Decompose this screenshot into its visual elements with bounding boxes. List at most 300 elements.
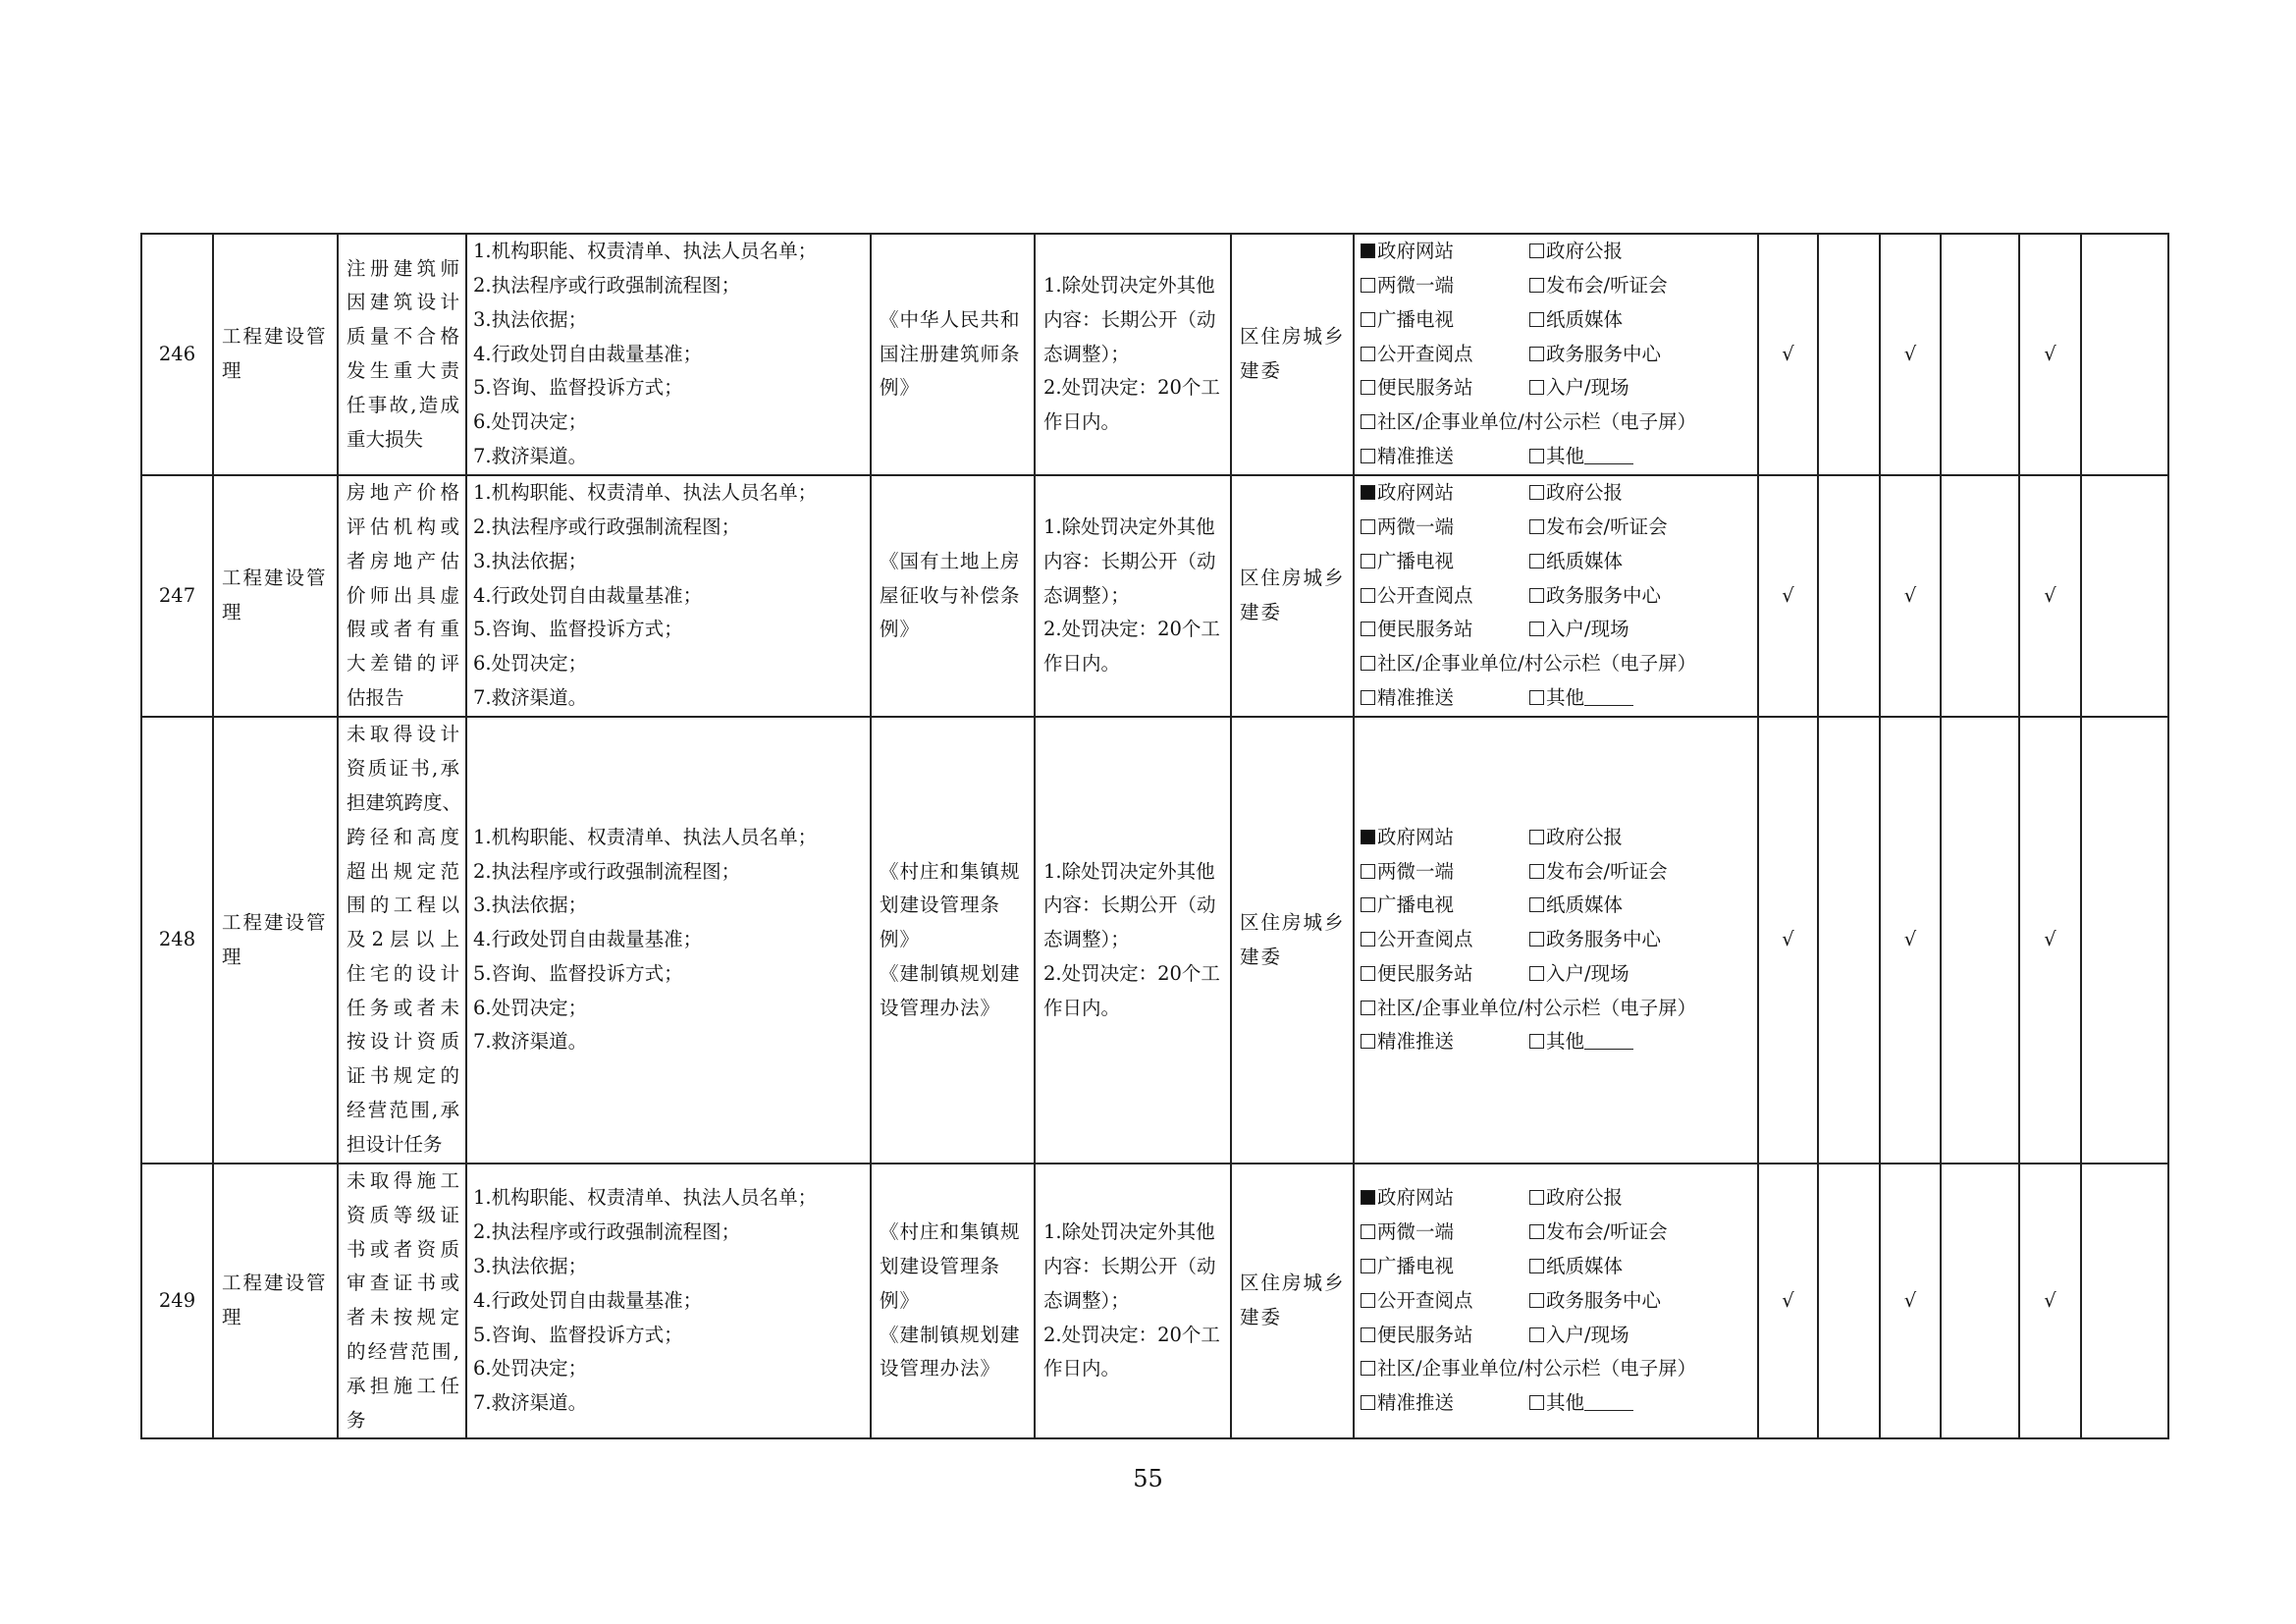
checkbox-icon[interactable] <box>1529 1259 1544 1273</box>
check-mark: √ <box>1880 234 1941 475</box>
checkbox-icon[interactable] <box>1361 932 1375 947</box>
channel-option[interactable] <box>1361 1255 1454 1277</box>
checkbox-icon[interactable] <box>1361 278 1375 293</box>
content-line: 4.行政处罚自由裁量基准； <box>473 1288 703 1312</box>
checkbox-icon[interactable] <box>1529 1293 1544 1308</box>
channel-option[interactable] <box>1361 647 1696 681</box>
checkbox-icon[interactable] <box>1361 588 1375 603</box>
channel-label: 发布会/听证会 <box>1546 859 1668 883</box>
item-line: 超出规定范 <box>347 859 459 883</box>
channel-col <box>1361 269 1529 303</box>
channel-pair <box>1361 1319 1753 1353</box>
time-line: 1.除处罚决定外其他 <box>1043 1220 1215 1244</box>
channel-option[interactable] <box>1361 928 1473 950</box>
category-cell: 工程建设管理 <box>213 717 338 1164</box>
checkbox-icon[interactable] <box>1529 864 1544 879</box>
channel-option[interactable] <box>1361 240 1454 262</box>
channel-label: 政务服务中心 <box>1546 342 1662 365</box>
subject-line: 建委 <box>1240 601 1283 623</box>
channel-option[interactable] <box>1529 584 1661 607</box>
checkbox-icon[interactable] <box>1361 1224 1375 1239</box>
item-line: 价师出具虚 <box>347 583 459 607</box>
time-line: 态调整）； <box>1043 583 1130 607</box>
channel-col <box>1361 545 1529 579</box>
channel-option[interactable] <box>1529 826 1623 848</box>
channel-pair <box>1361 681 1753 716</box>
subject-line: 建委 <box>1240 1306 1283 1329</box>
content-line: 7.救济渠道。 <box>473 1030 588 1054</box>
content-line: 1.机构职能、权责清单、执法人员名单； <box>473 825 818 848</box>
checkbox-icon[interactable] <box>1529 588 1544 603</box>
subject-line: 区住房城乡 <box>1240 1272 1346 1295</box>
channel-option[interactable] <box>1361 1289 1473 1312</box>
channel-label: 精准推送 <box>1377 1030 1455 1054</box>
content-cell <box>466 234 871 475</box>
fill-in-blank <box>1584 446 1633 464</box>
empty-cell <box>2081 1164 2168 1438</box>
channel-option[interactable] <box>1529 893 1623 916</box>
item-line: 者房地产估 <box>347 549 459 572</box>
channel-label: 纸质媒体 <box>1546 549 1624 572</box>
item-line: 房地产价格 <box>347 481 459 505</box>
basis-line: 《建制镇规划建 <box>880 961 1021 985</box>
checkbox-icon[interactable] <box>1529 554 1544 568</box>
subject-line: 建委 <box>1240 359 1283 382</box>
checkbox-icon[interactable] <box>1361 1034 1375 1049</box>
channel-col <box>1529 1181 1623 1216</box>
checkbox-icon[interactable] <box>1361 519 1375 534</box>
channel-col <box>1361 1319 1529 1353</box>
checkbox-icon[interactable] <box>1361 347 1375 361</box>
content-line: 6.处罚决定； <box>473 652 588 676</box>
channel-col <box>1529 681 1633 716</box>
item-line: 及2层以上 <box>347 928 459 951</box>
item-line: 评估机构或 <box>347 515 459 538</box>
content-line: 4.行政处罚自由裁量基准； <box>473 583 703 607</box>
channel-option[interactable] <box>1529 515 1668 538</box>
channel-col <box>1361 1250 1529 1284</box>
channel-option[interactable] <box>1529 308 1623 331</box>
checkbox-icon[interactable] <box>1529 244 1544 258</box>
basis-line: 《建制镇规划建 <box>880 1323 1021 1346</box>
channel-option[interactable] <box>1361 515 1454 538</box>
channel-col <box>1529 1250 1623 1284</box>
channel-option[interactable] <box>1361 550 1454 572</box>
empty-cell <box>1818 234 1880 475</box>
channel-option[interactable] <box>1361 1324 1473 1346</box>
channel-option[interactable] <box>1361 274 1454 297</box>
basis-line: 例》 <box>880 618 921 641</box>
table-row <box>141 234 2168 475</box>
item-line: 注册建筑师 <box>347 256 459 280</box>
checkbox-icon[interactable] <box>1361 1327 1375 1342</box>
channel-col <box>1529 855 1668 890</box>
channel-col <box>1529 1025 1633 1059</box>
content-line: 6.处罚决定； <box>473 410 588 434</box>
checkbox-icon[interactable] <box>1361 1259 1375 1273</box>
checkbox-icon[interactable] <box>1361 966 1375 981</box>
channel-option[interactable] <box>1361 376 1473 399</box>
checkbox-icon[interactable] <box>1529 1224 1544 1239</box>
time-line: 内容：长期公开（动 <box>1043 549 1216 572</box>
table-row <box>141 1164 2168 1438</box>
channel-option[interactable] <box>1529 686 1633 709</box>
channel-pair <box>1361 235 1753 269</box>
time-cell <box>1035 475 1231 717</box>
channel-col <box>1361 303 1529 338</box>
checkbox-icon[interactable] <box>1529 932 1544 947</box>
subject-line: 建委 <box>1240 945 1283 968</box>
item-line: 证书规定的 <box>347 1064 459 1088</box>
channel-pair <box>1361 338 1753 372</box>
channel-pair <box>1361 1181 1753 1216</box>
empty-cell <box>1818 1164 1880 1438</box>
item-line: 务 <box>347 1408 366 1432</box>
checkbox-icon[interactable] <box>1361 312 1375 327</box>
time-line: 内容：长期公开（动 <box>1043 893 1216 917</box>
content-line: 3.执法依据； <box>473 893 588 917</box>
item-line: 审查证书或 <box>347 1272 459 1295</box>
channel-option[interactable] <box>1361 1030 1454 1053</box>
item-line: 质量不合格 <box>347 325 459 349</box>
checkbox-icon[interactable] <box>1361 380 1375 395</box>
checkbox-icon[interactable] <box>1529 1190 1544 1205</box>
channel-option[interactable] <box>1361 962 1473 985</box>
channels-cell <box>1354 234 1758 475</box>
channel-option[interactable] <box>1529 550 1623 572</box>
item-line: 的经营范围, <box>347 1339 459 1363</box>
checkbox-icon[interactable] <box>1529 347 1544 361</box>
channel-pair <box>1361 579 1753 614</box>
time-line: 态调整）； <box>1043 342 1130 365</box>
check-mark: √ <box>1880 475 1941 717</box>
channel-option[interactable] <box>1529 1324 1629 1346</box>
checked-box-icon[interactable] <box>1361 830 1375 844</box>
basis-cell <box>871 1164 1035 1438</box>
channel-col <box>1529 889 1623 923</box>
channel-label: 入户/现场 <box>1546 618 1629 641</box>
channel-col <box>1529 1216 1668 1250</box>
item-cell <box>338 717 466 1164</box>
channel-option[interactable] <box>1361 893 1454 916</box>
channel-option[interactable] <box>1529 1255 1623 1277</box>
channel-label: 便民服务站 <box>1377 376 1473 400</box>
channel-label: 纸质媒体 <box>1546 893 1624 917</box>
checkbox-icon[interactable] <box>1361 656 1375 671</box>
checkbox-icon[interactable] <box>1529 622 1544 636</box>
content-line: 1.机构职能、权责清单、执法人员名单； <box>473 240 818 263</box>
checkbox-icon[interactable] <box>1529 519 1544 534</box>
channel-label: 两微一端 <box>1377 274 1455 297</box>
channel-col <box>1529 476 1623 511</box>
check-mark: √ <box>2019 1164 2081 1438</box>
subject-line: 区住房城乡 <box>1240 567 1346 590</box>
time-line: 1.除处罚决定外其他 <box>1043 859 1215 883</box>
checkbox-icon[interactable] <box>1529 830 1544 844</box>
empty-cell <box>2081 234 2168 475</box>
channel-pair <box>1361 476 1753 511</box>
row-number: 247 <box>141 475 213 717</box>
item-line: 资质等级证 <box>347 1203 459 1226</box>
item-line: 担设计任务 <box>347 1132 443 1156</box>
channel-label: 政府公报 <box>1546 1186 1624 1210</box>
item-line: 未取得设计 <box>347 723 459 746</box>
channel-option[interactable] <box>1529 962 1629 985</box>
checkbox-icon[interactable] <box>1529 966 1544 981</box>
channel-pair <box>1361 303 1753 338</box>
checkbox-icon[interactable] <box>1361 1293 1375 1308</box>
channel-option[interactable] <box>1361 860 1454 883</box>
channel-option[interactable] <box>1529 618 1629 640</box>
channel-option[interactable] <box>1361 992 1696 1026</box>
channel-option[interactable] <box>1529 274 1668 297</box>
channel-col <box>1361 1025 1529 1059</box>
channel-option[interactable] <box>1361 584 1473 607</box>
channel-option[interactable] <box>1361 445 1454 467</box>
channel-option[interactable] <box>1529 1186 1623 1209</box>
empty-cell <box>1818 475 1880 717</box>
channel-label: 广播电视 <box>1377 1254 1455 1277</box>
checkbox-icon[interactable] <box>1529 449 1544 463</box>
time-cell <box>1035 1164 1231 1438</box>
channel-col <box>1361 235 1529 269</box>
checked-box-icon[interactable] <box>1361 1190 1375 1205</box>
channel-col <box>1529 303 1623 338</box>
item-line: 未取得施工 <box>347 1169 459 1192</box>
channel-label: 便民服务站 <box>1377 1323 1473 1346</box>
channel-option[interactable] <box>1529 860 1668 883</box>
content-line: 4.行政处罚自由裁量基准； <box>473 342 703 365</box>
channel-label: 便民服务站 <box>1377 618 1473 641</box>
checkbox-icon[interactable] <box>1529 897 1544 912</box>
channel-option[interactable] <box>1361 686 1454 709</box>
channel-pair <box>1361 1250 1753 1284</box>
item-cell <box>338 475 466 717</box>
check-mark: √ <box>2019 234 2081 475</box>
channel-option[interactable] <box>1361 826 1454 848</box>
channel-pair <box>1361 440 1753 474</box>
time-line: 1.除处罚决定外其他 <box>1043 515 1215 538</box>
channel-pair <box>1361 511 1753 545</box>
basis-line: 划建设管理条 <box>880 1254 1001 1277</box>
channel-option[interactable] <box>1529 376 1629 399</box>
empty-cell <box>1941 1164 2019 1438</box>
time-line: 2.处罚决定：20个工 <box>1043 961 1220 985</box>
channel-option[interactable] <box>1529 928 1661 950</box>
checkbox-icon[interactable] <box>1361 690 1375 705</box>
content-cell <box>466 1164 871 1438</box>
row-number: 249 <box>141 1164 213 1438</box>
channel-col <box>1529 440 1633 474</box>
subject-cell <box>1231 1164 1354 1438</box>
basis-line: 屋征收与补偿条 <box>880 583 1021 607</box>
item-line: 大差错的评 <box>347 652 459 676</box>
channel-pair <box>1361 992 1753 1026</box>
checkbox-icon[interactable] <box>1361 449 1375 463</box>
checkbox-icon[interactable] <box>1361 1361 1375 1376</box>
channel-col <box>1529 1319 1629 1353</box>
basis-line: 设管理办法》 <box>880 996 1001 1019</box>
item-line: 围的工程以 <box>347 893 459 917</box>
checked-box-icon[interactable] <box>1361 485 1375 500</box>
channel-label: 社区/企事业单位/村公示栏（电子屏） <box>1377 652 1697 676</box>
channel-label: 精准推送 <box>1377 1391 1455 1415</box>
channel-option[interactable] <box>1361 1186 1454 1209</box>
channel-label: 两微一端 <box>1377 859 1455 883</box>
channel-col <box>1361 371 1529 406</box>
channel-col <box>1529 579 1661 614</box>
checkbox-icon[interactable] <box>1529 1395 1544 1410</box>
channel-col <box>1361 855 1529 890</box>
channel-label: 政府网站 <box>1377 240 1455 263</box>
channel-option[interactable] <box>1529 1289 1661 1312</box>
channel-pair <box>1361 647 1753 681</box>
item-line: 者未按规定 <box>347 1306 459 1329</box>
channel-option[interactable] <box>1361 308 1454 331</box>
channel-col <box>1361 338 1529 372</box>
channel-col <box>1529 1386 1633 1421</box>
channel-col <box>1529 821 1623 855</box>
channel-col <box>1361 923 1529 957</box>
channel-label: 广播电视 <box>1377 549 1455 572</box>
channel-option[interactable] <box>1529 481 1623 504</box>
checkbox-icon[interactable] <box>1361 864 1375 879</box>
check-mark: √ <box>1758 1164 1818 1438</box>
check-mark: √ <box>2019 717 2081 1164</box>
channel-option[interactable] <box>1529 445 1633 467</box>
checkbox-icon[interactable] <box>1529 485 1544 500</box>
item-line: 担建筑跨度、 <box>347 790 462 814</box>
checkbox-icon[interactable] <box>1529 380 1544 395</box>
basis-line: 划建设管理条 <box>880 893 1001 917</box>
channel-label: 发布会/听证会 <box>1546 1220 1668 1244</box>
channel-label: 两微一端 <box>1377 1220 1455 1244</box>
channel-col <box>1529 269 1668 303</box>
channel-option[interactable] <box>1361 1220 1454 1243</box>
channel-col <box>1361 681 1529 716</box>
channel-label: 精准推送 <box>1377 444 1455 467</box>
checkbox-icon[interactable] <box>1529 1034 1544 1049</box>
basis-line: 例》 <box>880 1288 921 1312</box>
basis-cell <box>871 475 1035 717</box>
content-line: 2.执法程序或行政强制流程图； <box>473 859 741 883</box>
content-line: 1.机构职能、权责清单、执法人员名单； <box>473 481 818 505</box>
channel-label: 两微一端 <box>1377 515 1455 538</box>
channel-col <box>1361 821 1529 855</box>
basis-line: 设管理办法》 <box>880 1357 1001 1380</box>
basis-line: 国注册建筑师条 <box>880 342 1021 365</box>
channel-option[interactable] <box>1361 1352 1696 1386</box>
channels-cell <box>1354 717 1758 1164</box>
item-cell <box>338 1164 466 1438</box>
category-cell: 工程建设管理 <box>213 1164 338 1438</box>
checked-box-icon[interactable] <box>1361 244 1375 258</box>
content-line: 6.处罚决定； <box>473 996 588 1019</box>
item-line: 住宅的设计 <box>347 961 459 985</box>
checkbox-icon[interactable] <box>1529 1327 1544 1342</box>
table-row <box>141 717 2168 1164</box>
channel-option[interactable] <box>1529 1391 1633 1414</box>
channel-option[interactable] <box>1361 406 1696 440</box>
channel-label: 广播电视 <box>1377 893 1455 917</box>
basis-line: 例》 <box>880 376 921 400</box>
disclosure-table <box>140 233 2169 1439</box>
channel-col <box>1529 613 1629 647</box>
channel-pair <box>1361 855 1753 890</box>
checkbox-icon[interactable] <box>1361 1001 1375 1015</box>
checkbox-icon[interactable] <box>1361 414 1375 429</box>
channel-option[interactable] <box>1529 343 1661 365</box>
channel-pair <box>1361 1216 1753 1250</box>
channel-label: 入户/现场 <box>1546 376 1629 400</box>
time-line: 2.处罚决定：20个工 <box>1043 376 1220 400</box>
channel-col <box>1361 957 1529 992</box>
empty-cell <box>1941 234 2019 475</box>
empty-cell <box>1818 717 1880 1164</box>
checkbox-icon[interactable] <box>1529 312 1544 327</box>
page-number: 55 <box>1133 1465 1163 1492</box>
channel-col <box>1361 579 1529 614</box>
content-line: 3.执法依据； <box>473 307 588 331</box>
channel-label: 社区/企事业单位/村公示栏（电子屏） <box>1377 1357 1697 1380</box>
content-line: 3.执法依据； <box>473 1254 588 1277</box>
channel-label: 社区/企事业单位/村公示栏（电子屏） <box>1377 996 1697 1019</box>
time-cell <box>1035 717 1231 1164</box>
item-line: 资质证书,承 <box>347 757 459 781</box>
channel-pair <box>1361 1352 1753 1386</box>
time-line: 内容：长期公开（动 <box>1043 307 1216 331</box>
checkbox-icon[interactable] <box>1529 690 1544 705</box>
checkbox-icon[interactable] <box>1361 622 1375 636</box>
checkbox-icon[interactable] <box>1529 278 1544 293</box>
channel-label: 广播电视 <box>1377 307 1455 331</box>
item-line: 发生重大责 <box>347 359 459 382</box>
item-line: 承担施工任 <box>347 1374 459 1397</box>
fill-in-blank <box>1584 1392 1633 1411</box>
item-line: 假或者有重 <box>347 618 459 641</box>
time-line: 2.处罚决定：20个工 <box>1043 618 1220 641</box>
channel-pair <box>1361 821 1753 855</box>
time-line: 2.处罚决定：20个工 <box>1043 1323 1220 1346</box>
channel-option[interactable] <box>1529 240 1623 262</box>
channel-option[interactable] <box>1529 1030 1633 1053</box>
channel-option[interactable] <box>1361 481 1454 504</box>
channel-pair <box>1361 269 1753 303</box>
channel-option[interactable] <box>1361 343 1473 365</box>
checkbox-icon[interactable] <box>1361 897 1375 912</box>
channel-label: 精准推送 <box>1377 685 1455 709</box>
item-line: 按设计资质 <box>347 1030 459 1054</box>
channel-label: 其他 <box>1546 1391 1585 1415</box>
time-line: 作日内。 <box>1043 996 1121 1019</box>
channel-option[interactable] <box>1361 1391 1454 1414</box>
channel-option[interactable] <box>1529 1220 1668 1243</box>
checkbox-icon[interactable] <box>1361 1395 1375 1410</box>
channel-option[interactable] <box>1361 618 1473 640</box>
channel-col <box>1529 371 1629 406</box>
content-line: 2.执法程序或行政强制流程图； <box>473 515 741 538</box>
channel-label: 其他 <box>1546 685 1585 709</box>
time-line: 作日内。 <box>1043 410 1121 434</box>
channel-col <box>1361 440 1529 474</box>
subject-cell <box>1231 475 1354 717</box>
empty-cell <box>1941 475 2019 717</box>
channel-col <box>1529 338 1661 372</box>
channel-label: 政府网站 <box>1377 825 1455 848</box>
channel-col <box>1529 235 1623 269</box>
channel-col <box>1529 957 1629 992</box>
checkbox-icon[interactable] <box>1361 554 1375 568</box>
